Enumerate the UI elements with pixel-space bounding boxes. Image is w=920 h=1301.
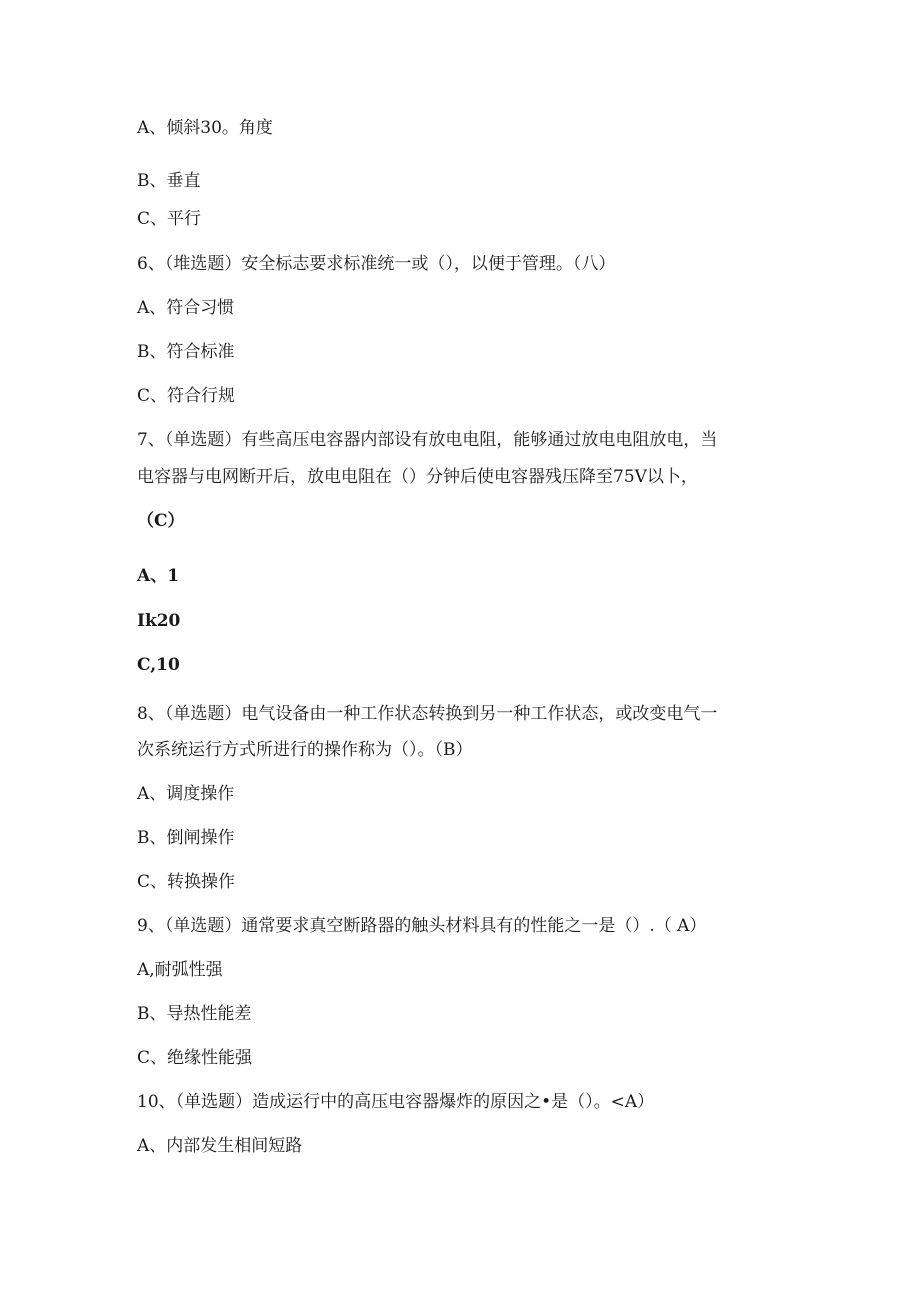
question-line: 10、（单选题）造成运行中的高压电容器爆炸的原因之•是（）。<A） — [137, 1092, 655, 1112]
question-line: 次系统运行方式所进行的操作称为（）。（B） — [137, 740, 473, 760]
option-line: C,10 — [137, 655, 180, 675]
option-line: Ik20 — [137, 611, 181, 631]
option-line: C、平行 — [137, 209, 202, 229]
option-line: C、符合行规 — [137, 386, 236, 406]
answer-line: （C） — [137, 511, 185, 531]
option-line: A、调度操作 — [137, 784, 235, 804]
option-line: A、符合习惯 — [137, 298, 235, 318]
question-line: 8、（单选题）电气设备由一种工作状态转换到另一种工作状态，或改变电气一 — [137, 704, 718, 724]
option-line: A、1 — [137, 566, 180, 586]
option-line: B、垂直 — [137, 171, 201, 191]
question-line: 6、（堆选题）安全标志要求标准统一或（），以便于管理。（八） — [137, 254, 616, 274]
question-line: 9、（单选题）通常要求真空断路器的触头材料具有的性能之一是（）.（ A） — [137, 916, 707, 936]
option-line: B、符合标准 — [137, 342, 235, 362]
question-line: 电容器与电网断开后，放电电阻在（）分钟后使电容器残压降至75V以卜， — [137, 467, 698, 487]
option-line: A,耐弧性强 — [137, 960, 223, 980]
question-line: 7、（单选题）有些高压电容器内部设有放电电阻，能够通过放电电阻放电，当 — [137, 430, 718, 450]
option-line: A、内部发生相间短路 — [137, 1136, 303, 1156]
option-line: C、绝缘性能强 — [137, 1048, 253, 1068]
option-line: B、倒闸操作 — [137, 828, 235, 848]
option-line: A、倾斜30。角度 — [137, 118, 273, 138]
option-line: B、导热性能差 — [137, 1004, 252, 1024]
option-line: C、转换操作 — [137, 872, 236, 892]
